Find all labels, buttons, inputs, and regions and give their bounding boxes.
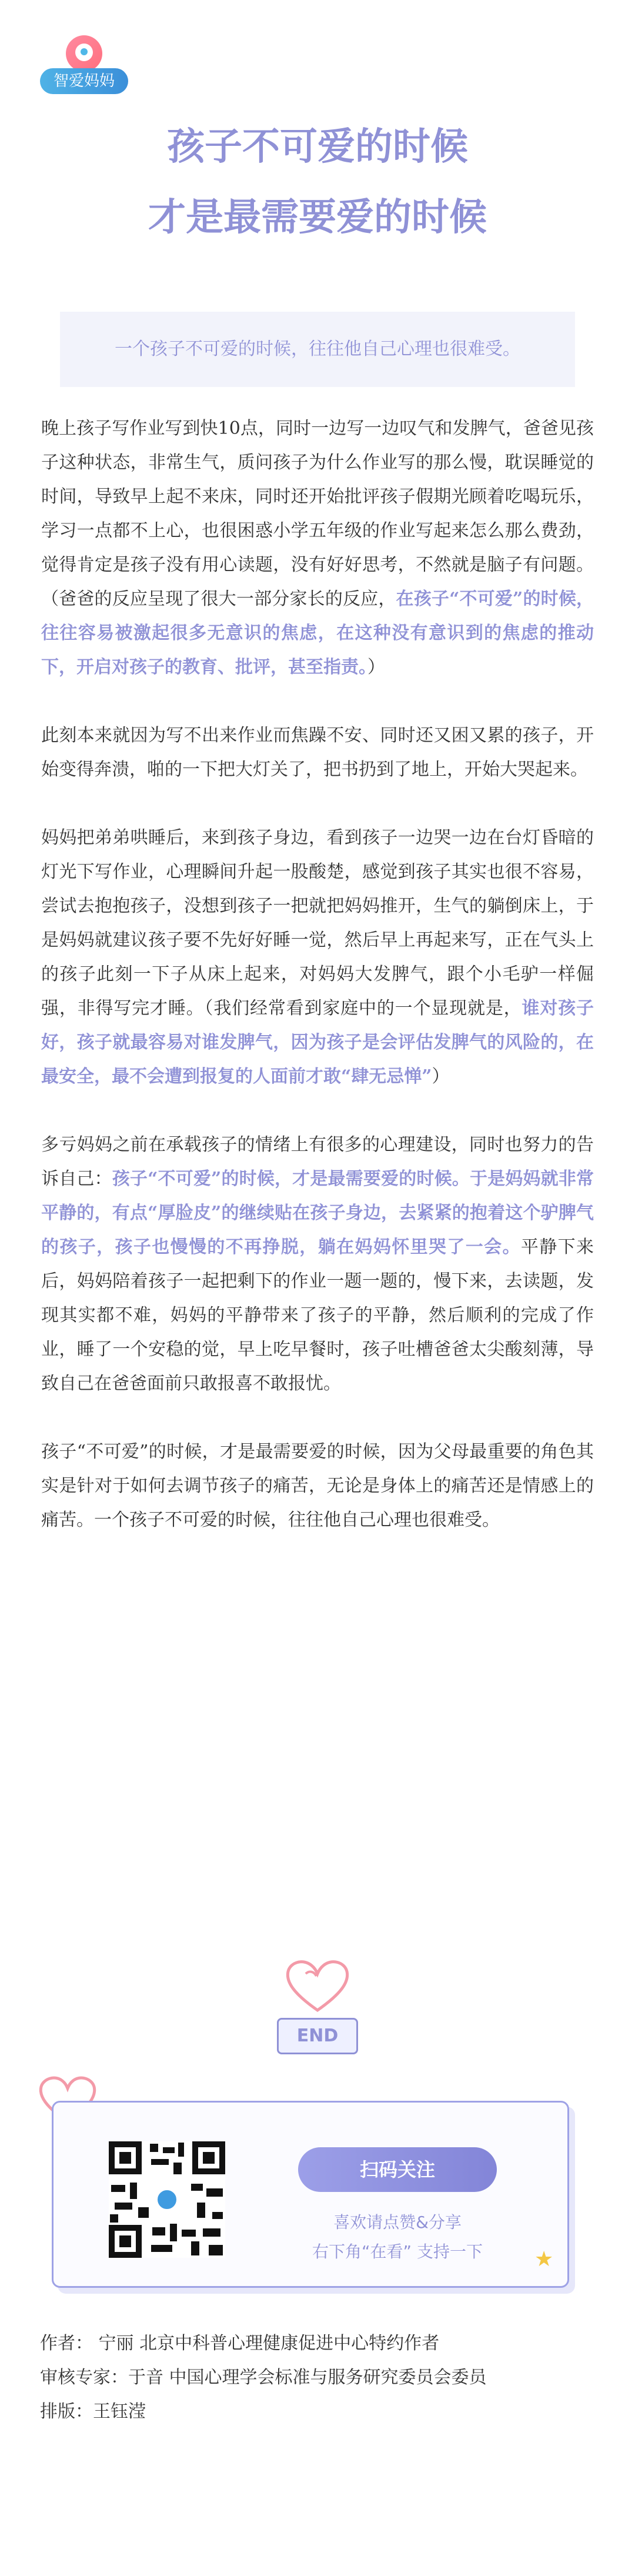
highlight-text: 在孩子“不可爱”的时候，往往容易被激起很多无意识的焦虑，在这种没有意识到的焦虑的推动下，开启对孩子的教育、批评，甚至指责。 [41, 589, 594, 678]
reviewer-line: 审核专家：于音 中国心理学会标准与服务研究委员会委员 [40, 2367, 487, 2388]
highlight-text: 谁对孩子好，孩子就最容易对谁发脾气，因为孩子是会评估发脾气的风险的，在最安全，最不会遭到报复的人面前才敢“肆无忌惮” [41, 998, 594, 1087]
brand-logo [40, 35, 128, 94]
watching-support-text: 右下角“在看” 支持一下 [312, 2242, 483, 2261]
end-badge: END [277, 2018, 358, 2054]
lead-quote: 一个孩子不可爱的时候，往往他自己心理也很难受。 [60, 312, 575, 387]
author-line: 作者： 宁丽 北京中科普心理健康促进中心特约作者 [40, 2333, 440, 2354]
article-body [41, 412, 594, 1571]
paragraph-4: 多亏妈妈之前在承载孩子的情绪上有很多的心理建设，同时也努力的告诉自己：孩子“不可爱”的时候，才是最需要爱的时候。于是妈妈就非常平静的，有点“厚脸皮”的继续贴在孩子身边，去紧紧的抱着这个驴脾气的孩子，孩子也慢慢的不再挣脱，躺在妈妈怀里哭了一会。平静下来后，妈妈陪着孩子一起把剩下的作业一题一题的，慢下来，去读题，发现其实都不难，妈妈的平静带来了孩子的平静，然后顺利的完成了作业，睡了一个安稳的觉，早上吃早餐时，孩子吐槽爸爸太尖酸刻薄，导致自己在爸爸面前只敢报喜不敢报忧。 [41, 1134, 594, 1394]
paragraph-3: 妈妈把弟弟哄睡后，来到孩子身边，看到孩子一边哭一边在台灯昏暗的灯光下写作业，心理瞬间升起一股酸楚，感觉到孩子其实也很不容易，尝试去抱抱孩子，没想到孩子一把就把妈妈推开，生气的躺倒床上，于是妈妈就建议孩子要不先好好睡一觉，然后早上再起来写，正在气头上的孩子此刻一下子从床上起来，对妈妈大发脾气，跟个小毛驴一样倔强，非得写完才睡。（我们经常看到家庭中的一个显现就是，谁对孩子好，孩子就最容易对谁发脾气，因为孩子是会评估发脾气的风险的，在最安全，最不会遭到报复的人面前才敢“肆无忌惮”） [41, 827, 594, 1087]
highlight-text: 孩子“不可爱”的时候，才是最需要爱的时候。于是妈妈就非常平静的，有点“厚脸皮”的继续贴在孩子身边，去紧紧的抱着这个驴脾气的孩子，孩子也慢慢的不再挣脱，躺在妈妈怀里哭了一会。 [41, 1169, 594, 1257]
logo-text: 智爱妈妈 [40, 68, 128, 94]
logo-mark-icon [66, 35, 102, 72]
qr-center-logo-icon [155, 2188, 179, 2211]
like-share-text: 喜欢请点赞&分享 [333, 2213, 462, 2232]
star-icon: ★ [534, 2247, 554, 2271]
article-title-line2: 才是最需要爱的时候 [148, 196, 487, 239]
scan-follow-button[interactable]: 扫码关注 [298, 2147, 497, 2192]
credits [40, 2327, 487, 2429]
paragraph-5: 孩子“不可爱”的时候，才是最需要爱的时候，因为父母最重要的角色其实是针对于如何去调节孩子的痛苦，无论是身体上的痛苦还是情感上的痛苦。一个孩子不可爱的时候，往往他自己心理也很难受。 [41, 1442, 594, 1530]
follow-card [52, 2101, 569, 2288]
heart-outline-icon [282, 1956, 353, 2015]
article-title-line1: 孩子不可爱的时候 [167, 125, 468, 169]
layout-editor-line: 排版：王钰滢 [40, 2401, 146, 2422]
paragraph-1: 晚上孩子写作业写到快10点，同时一边写一边叹气和发脾气，爸爸见孩子这种状态，非常生气，质问孩子为什么作业写的那么慢，耽误睡觉的时间，导致早上起不来床，同时还开始批评孩子假期光顾着吃喝玩乐，学习一点都不上心，也很困惑小学五年级的作业写起来怎么那么费劲，觉得肯定是孩子没有用心读题，没有好好思考，不然就是脑子有问题。（爸爸的反应呈现了很大一部分家长的反应，在孩子“不可爱”的时候，往往容易被激起很多无意识的焦虑，在这种没有意识到的焦虑的推动下，开启对孩子的教育、批评，甚至指责。） [41, 418, 594, 678]
paragraph-2: 此刻本来就因为写不出来作业而焦躁不安、同时还又困又累的孩子，开始变得奔溃，啪的一下把大灯关了，把书扔到了地上，开始大哭起来。 [41, 725, 594, 780]
qr-code-icon[interactable] [109, 2141, 225, 2258]
